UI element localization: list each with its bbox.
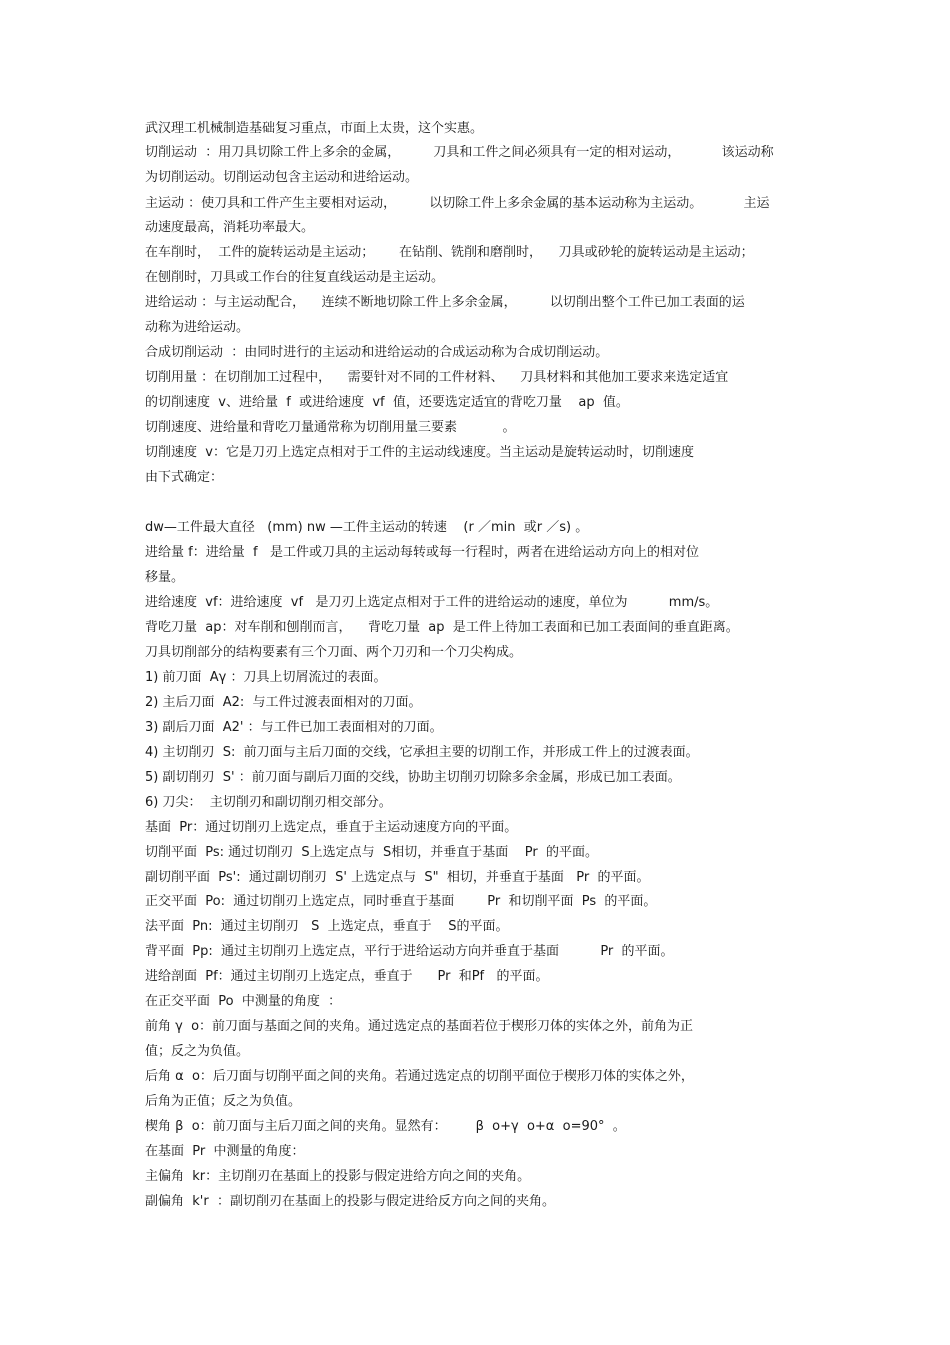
text-line: 3) 副后刀面 A2' ：与工件已加工表面相对的刀面。 <box>145 720 443 735</box>
text-line: 背吃刀量 ap：对车削和刨削而言， 背吃刀量 ap 是工件上待加工表面和已加工表面间的垂直距离。 <box>145 620 739 635</box>
text-line: 切削平面 Ps: 通过切削刃 S上选定点与 S相切，并垂直于基面 Pr 的平面。 <box>145 845 598 860</box>
text-line: 切削速度 v：它是刀刃上选定点相对于工件的主运动线速度。当主运动是旋转运动时，切削速度 <box>145 445 694 460</box>
text-line: 切削运动 ：用刀具切除工件上多余的金属， 刀具和工件之间必须具有一定的相对运动， 该运动称 <box>145 145 774 160</box>
text-line: 主偏角 kr：主切削刃在基面上的投影与假定进给方向之间的夹角。 <box>145 1169 531 1184</box>
text-line: 1) 前刀面 Aγ ：刀具上切屑流过的表面。 <box>145 670 387 685</box>
text-line: 6) 刀尖： 主切削刃和副切削刃相交部分。 <box>145 795 392 810</box>
text-line: 移量。 <box>145 570 185 585</box>
text-line: 武汉理工机械制造基础复习重点，市面上太贵，这个实惠。 <box>145 121 484 136</box>
text-line: 在正交平面 Po 中测量的角度 ： <box>145 994 342 1009</box>
text-line: 合成切削运动 ：由同时进行的主运动和进给运动的合成运动称为合成切削运动。 <box>145 345 609 360</box>
text-line: 副偏角 k'r ：副切削刃在基面上的投影与假定进给反方向之间的夹角。 <box>145 1194 555 1209</box>
text-line: 后角为正值；反之为负值。 <box>145 1094 302 1109</box>
text-line: 刀具切削部分的结构要素有三个刀面、两个刀刃和一个刀尖构成。 <box>145 645 523 660</box>
text-line: 背平面 Pp: 通过主切削刃上选定点，平行于进给运动方向并垂直于基面 Pr 的平面。 <box>145 944 674 959</box>
text-line: 后角 α o：后刀面与切削平面之间的夹角。若通过选定点的切削平面位于楔形刀体的实体之外， <box>145 1069 694 1084</box>
text-line: 主运动 ：使刀具和工件产生主要相对运动， 以切除工件上多余金属的基本运动称为主运动。 主运 <box>145 196 770 211</box>
text-line: 进给量 f：进给量 f 是工件或刀具的主运动每转或每一行程时，两者在进给运动方向上的相对位 <box>145 545 699 560</box>
text-line: 动速度最高，消耗功率最大。 <box>145 220 315 235</box>
text-line: 前角 γ o：前刀面与基面之间的夹角。通过选定点的基面若位于楔形刀体的实体之外，前角为正 <box>145 1019 694 1034</box>
text-line: 动称为进给运动。 <box>145 320 250 335</box>
text-line: 2) 主后刀面 A2: 与工件过渡表面相对的刀面。 <box>145 695 422 710</box>
text-line: 值；反之为负值。 <box>145 1044 250 1059</box>
text-line: 法平面 Pn: 通过主切削刃 S 上选定点，垂直于 S的平面。 <box>145 919 509 934</box>
text-line: 进给速度 vf：进给速度 vf 是刀刃上选定点相对于工件的进给运动的速度，单位为 mm∕s。 <box>145 595 719 610</box>
text-line: 在刨削时，刀具或工作台的往复直线运动是主运动。 <box>145 270 445 285</box>
text-line: 基面 Pr：通过切削刃上选定点，垂直于主运动速度方向的平面。 <box>145 820 518 835</box>
text-line: 切削用量 ：在切削加工过程中， 需要针对不同的工件材料、 刀具材料和其他加工要求来选定适宜 <box>145 370 729 385</box>
text-line: 4) 主切削刃 S: 前刀面与主后刀面的交线，它承担主要的切削工作，并形成工件上的过渡表面。 <box>145 745 699 760</box>
text-line: 5) 副切削刃 S' ：前刀面与副后刀面的交线，协助主切削刃切除多余金属，形成已加工表面。 <box>145 770 681 785</box>
text-line: 在车削时， 工件的旋转运动是主运动； 在钻削、铣削和磨削时， 刀具或砂轮的旋转运动是主运动； <box>145 245 754 260</box>
text-line: 楔角 β o：前刀面与主后刀面之间的夹角。显然有： β o+γ o+α o=90° 。 <box>145 1119 626 1134</box>
text-line: 在基面 Pr 中测量的角度： <box>145 1144 305 1159</box>
text-line: 切削速度、进给量和背吃刀量通常称为切削用量三要素 。 <box>145 420 516 435</box>
text-line: 为切削运动。切削运动包含主运动和进给运动。 <box>145 170 419 185</box>
text-line: 进给剖面 Pf：通过主切削刃上选定点，垂直于 Pr 和Pf 的平面。 <box>145 969 549 984</box>
text-line: 正交平面 Po: 通过切削刃上选定点，同时垂直于基面 Pr 和切削平面 Ps 的平面。 <box>145 894 657 909</box>
text-line: dw—工件最大直径 (mm) nw —工件主运动的转速 (r ／min 或r ／s) 。 <box>145 520 589 535</box>
text-line: 由下式确定： <box>145 470 224 485</box>
text-line: 的切削速度 v、进给量 f 或进给速度 vf 值，还要选定适宜的背吃刀量 ap 值。 <box>145 395 629 410</box>
text-line: 副切削平面 Ps': 通过副切削刃 S' 上选定点与 S" 相切，并垂直于基面 Pr 的平面。 <box>145 870 650 885</box>
text-line: 进给运动 ：与主运动配合， 连续不断地切除工件上多余金属， 以切削出整个工件已加工表面的运 <box>145 295 745 310</box>
